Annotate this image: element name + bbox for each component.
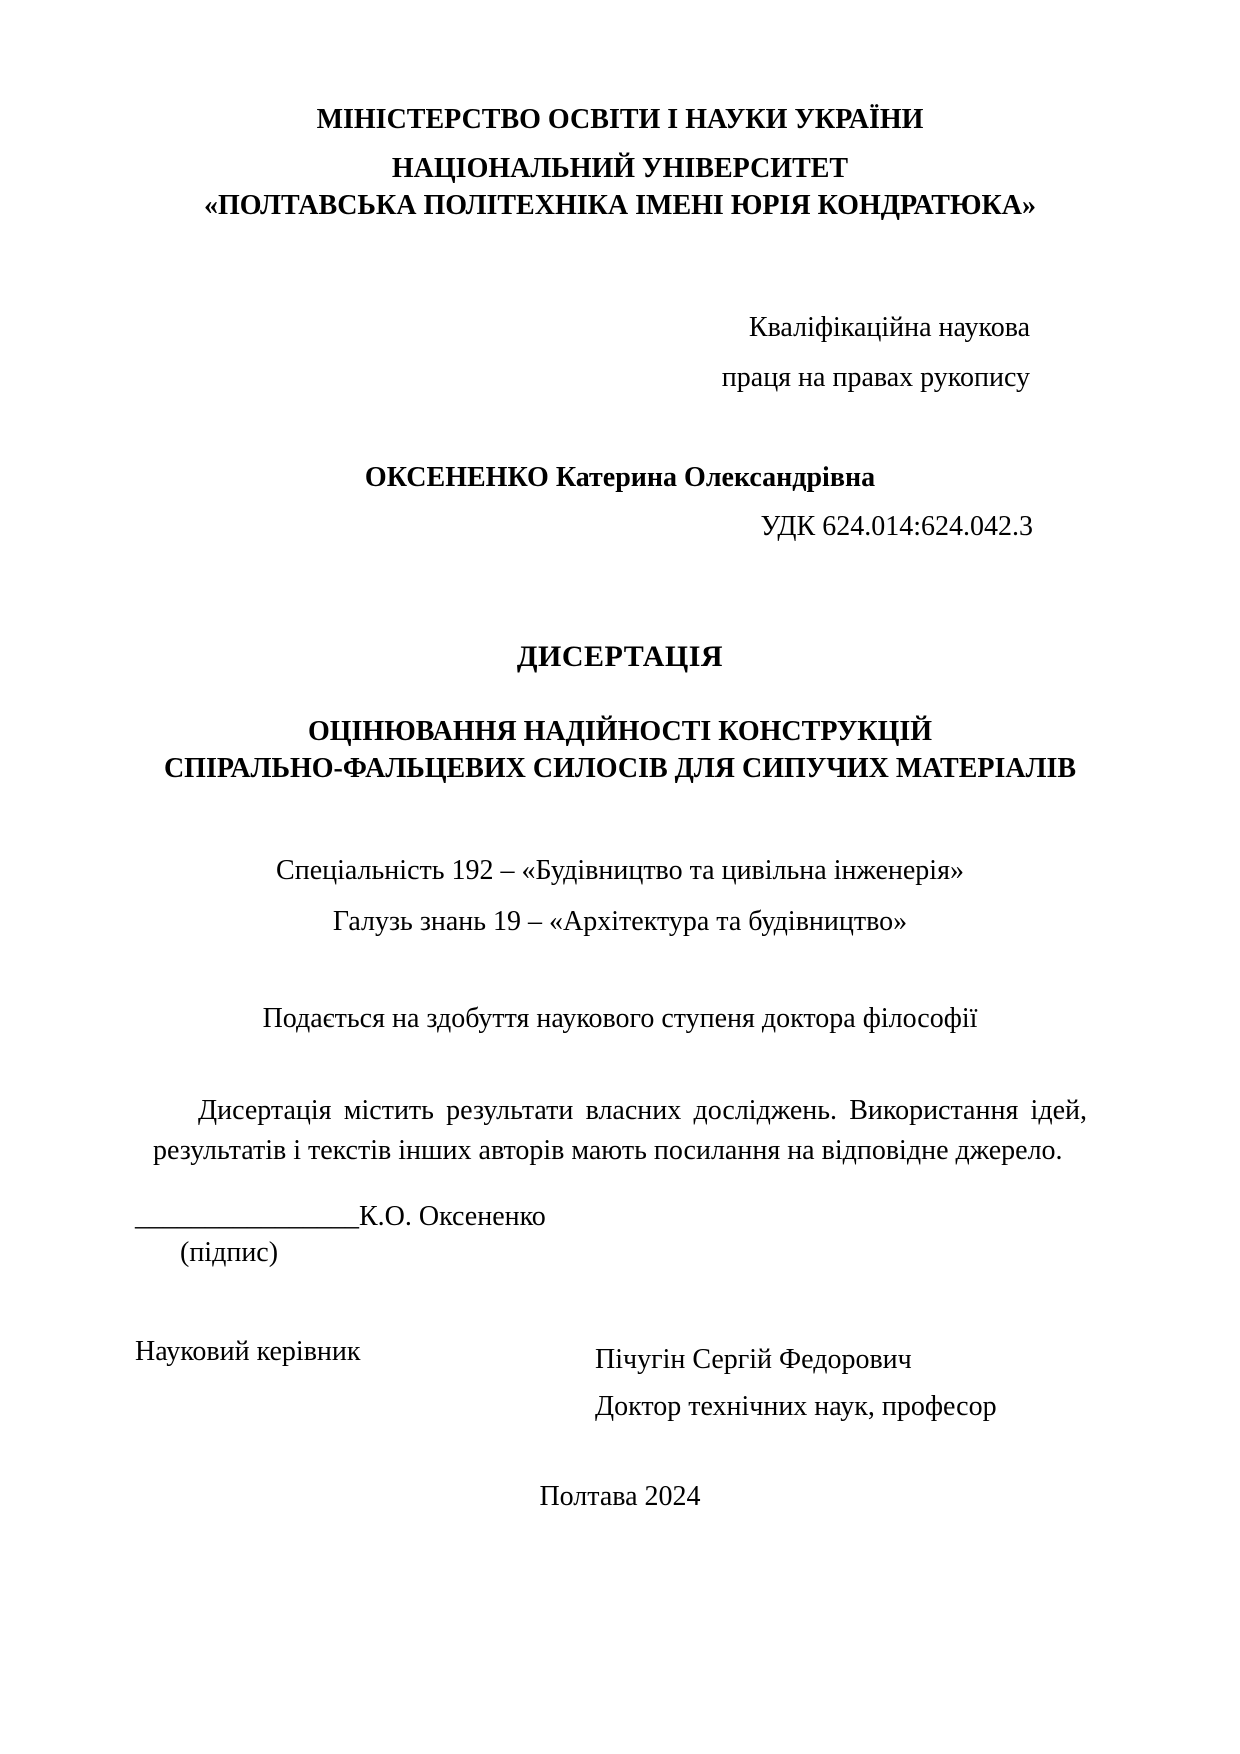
author-name: ОКСЕНЕНКО Катерина Олександрівна <box>364 462 876 494</box>
dissertation-title-line2: СПІРАЛЬНО-ФАЛЬЦЕВИХ СИЛОСІВ ДЛЯ СИПУЧИХ МАТЕРІАЛІВ <box>163 753 1077 785</box>
dissertation-title <box>135 714 1105 788</box>
qualification-note-line1: Кваліфікаційна наукова <box>748 311 1030 343</box>
signature-caption: (підпис) <box>180 1237 279 1269</box>
university-name-line1: НАЦІОНАЛЬНИЙ УНІВЕРСИТЕТ <box>391 152 849 184</box>
qualification-note <box>135 303 1105 405</box>
city-year: Полтава 2024 <box>539 1480 701 1512</box>
udc-code: УДК 624.014:624.042.3 <box>760 511 1033 543</box>
supervisor-name: Пічугін Сергій Федорович <box>595 1343 912 1375</box>
dissertation-title-line1: ОЦІНЮВАННЯ НАДІЙНОСТІ КОНСТРУКЦІЙ <box>307 716 933 748</box>
integrity-statement: Дисертація містить результати власних досліджень. Використання ідей, результатів і текстів інших авторів мають посилання на відповідне джерело. <box>153 1095 1087 1166</box>
university-name-line2: «ПОЛТАВСЬКА ПОЛІТЕХНІКА ІМЕНІ ЮРІЯ КОНДРАТЮКА» <box>203 189 1036 221</box>
ministry-heading: МІНІСТЕРСТВО ОСВІТИ І НАУКИ УКРАЇНИ <box>316 104 924 135</box>
qualification-note-line2: праця на правах рукопису <box>721 362 1030 394</box>
supervisor-block <box>135 1336 1105 1431</box>
document-type-heading: ДИСЕРТАЦІЯ <box>516 640 724 674</box>
specialty-line: Спеціальність 192 – «Будівництво та цивільна інженерія» <box>276 855 964 887</box>
supervisor-info <box>595 1336 1105 1431</box>
supervisor-label: Науковий керівник <box>135 1335 361 1367</box>
supervisor-degree: Доктор технічних наук, професор <box>595 1391 997 1423</box>
field-of-knowledge-line: Галузь знань 19 – «Архітектура та будівництво» <box>332 906 908 938</box>
specialty-block <box>135 846 1105 948</box>
degree-statement: Подається на здобуття наукового ступеня доктора філософії <box>262 1003 978 1035</box>
signature-line: ________________К.О. Оксененко <box>135 1200 546 1232</box>
university-heading <box>135 151 1105 225</box>
